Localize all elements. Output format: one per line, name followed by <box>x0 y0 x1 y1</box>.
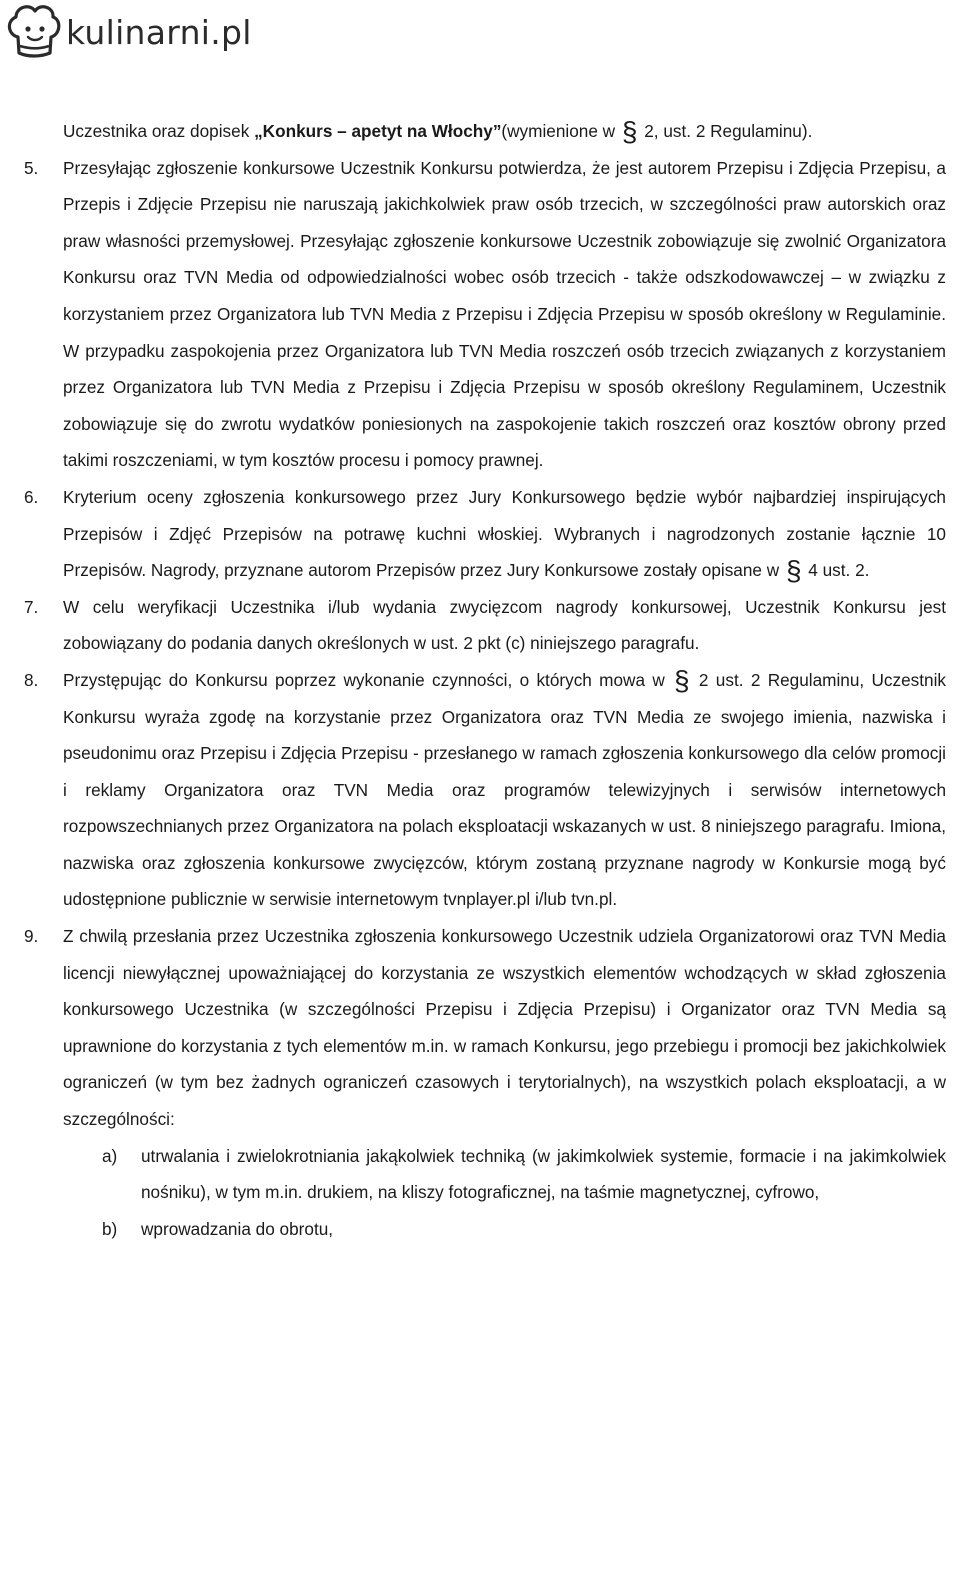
section-sign: § <box>674 664 690 696</box>
site-logo[interactable] <box>4 0 252 64</box>
paragraph-7 <box>0 589 960 662</box>
intro-suffix: (wymienione w <box>501 121 620 141</box>
paragraph-number: 5. <box>24 157 39 178</box>
paragraph-number: 8. <box>24 669 39 690</box>
paragraph-text: W celu weryfikacji Uczestnika i/lub wydania zwycięzcom nagrody konkursowej, Uczestnik Konkursu jest zobowiązany do podania danych określonych w ust. 2 pkt (c) niniejszego paragrafu. <box>63 596 946 654</box>
paragraph-8 <box>0 662 960 918</box>
paragraph-6 <box>0 479 960 589</box>
site-name: kulinarni.pl <box>66 12 252 52</box>
paragraph-9 <box>0 918 960 1138</box>
paragraph-text: Przesyłając zgłoszenie konkursowe Uczestnik Konkursu potwierdza, że jest autorem Przepisu i Zdjęcia Przepisu, a Przepis i Zdjęcie Przepisu nie naruszają jakichkolwiek praw osób trzecich, w szczególności praw autorskich oraz praw własności przemysłowej. Przesyłając zgłoszenie konkursowe Uczestnik zobowiązuje się zwolnić Organizatora Konkursu oraz TVN Media od odpowiedzialności wobec osób trzecich - także odszkodowawczej – w związku z korzystaniem przez Organizatora lub TVN Media z Przepisu i Zdjęcia Przepisu w sposób określony w Regulaminie. W przypadku zaspokojenia przez Organizatora lub TVN Media roszczeń osób trzecich związanych z korzystaniem przez Organizatora lub TVN Media z Przepisu i Zdjęcia Przepisu w sposób określony Regulaminem, Uczestnik zobowiązuje się do zwrotu wydatków poniesionych na zaspokojenie takich roszczeń oraz kosztów obrony przed takimi roszczeniami, w tym kosztów procesu i pomocy prawnej. <box>63 157 946 471</box>
paragraph-ref: 4 ust. 2. <box>803 560 870 581</box>
list-item-marker: a) <box>102 1145 118 1166</box>
section-sign: § <box>785 555 802 587</box>
intro-prefix: Uczestnika oraz dopisek <box>63 121 255 141</box>
paragraph-5 <box>0 150 960 479</box>
list-item-a <box>0 1138 960 1211</box>
intro-paragraph <box>0 113 960 150</box>
intro-ref: 2, ust. 2 Regulaminu). <box>639 121 813 141</box>
paragraph-number: 7. <box>24 596 39 617</box>
paragraph-text: 2 ust. 2 Regulaminu, Uczestnik Konkursu wyraża zgodę na korzystanie przez Organizatora oraz TVN Media ze swojego imienia, nazwiska i pseudonimu oraz Przepisu i Zdjęcia Przepisu - przesłanego w ramach zgłoszenia konkursowego dla celów promocji i reklamy Organizatora oraz TVN Media oraz programów telewizyjnych i serwisów internetowych rozpowszechnianych przez Organizatora na polach eksploatacji wskazanych w ust. 8 niniejszego paragrafu. Imiona, nazwiska oraz zgłoszenia konkursowe zwycięzców, którym zostaną przyznane nagrody w Konkursie mogą być udostępnione publicznie w serwisie internetowym tvnplayer.pl i/lub tvn.pl. <box>63 669 946 910</box>
paragraph-text-start: Przystępując do Konkursu poprzez wykonanie czynności, o których mowa w <box>63 669 673 690</box>
list-item-b <box>0 1211 960 1248</box>
contest-name: „Konkurs – apetyt na Włochy” <box>254 121 502 141</box>
paragraph-text: Z chwilą przesłania przez Uczestnika zgłoszenia konkursowego Uczestnik udziela Organizatorowi oraz TVN Media licencji niewyłącznej upoważniającej do korzystania ze wszystkich elementów wchodzących w skład zgłoszenia konkursowego Uczestnika (w szczególności Przepisu i Zdjęcia Przepisu) i Organizator oraz TVN Media są uprawnione do korzystania z tych elementów m.in. w ramach Konkursu, jego przebiegu i promocji bez jakichkolwiek ograniczeń (w tym bez żadnych ograniczeń czasowych i terytorialnych), na wszystkich polach eksploatacji, a w szczególności: <box>63 926 946 1130</box>
list-item-text: wprowadzania do obrotu, <box>141 1218 334 1239</box>
regulation-text <box>0 113 960 1247</box>
paragraph-number: 9. <box>24 926 39 947</box>
paragraph-number: 6. <box>24 486 39 507</box>
paragraph-text: Kryterium oceny zgłoszenia konkursowego przez Jury Konkursowego będzie wybór najbardziej inspirujących Przepisów i Zdjęć Przepisów na potrawę kuchni włoskiej. Wybranych i nagrodzonych zostanie łącznie 10 Przepisów. Nagrody, przyznane autorom Przepisów przez Jury Konkursowe zostały opisane w <box>63 486 946 581</box>
chef-hat-icon <box>4 1 64 63</box>
section-sign: § <box>621 116 638 147</box>
list-item-text: utrwalania i zwielokrotniania jakąkolwiek techniką (w jakimkolwiek systemie, formacie i na jakimkolwiek nośniku), w tym m.in. drukiem, na kliszy fotograficznej, na taśmie magnetycznej, cyfrowo, <box>141 1145 946 1203</box>
list-item-marker: b) <box>102 1218 118 1239</box>
